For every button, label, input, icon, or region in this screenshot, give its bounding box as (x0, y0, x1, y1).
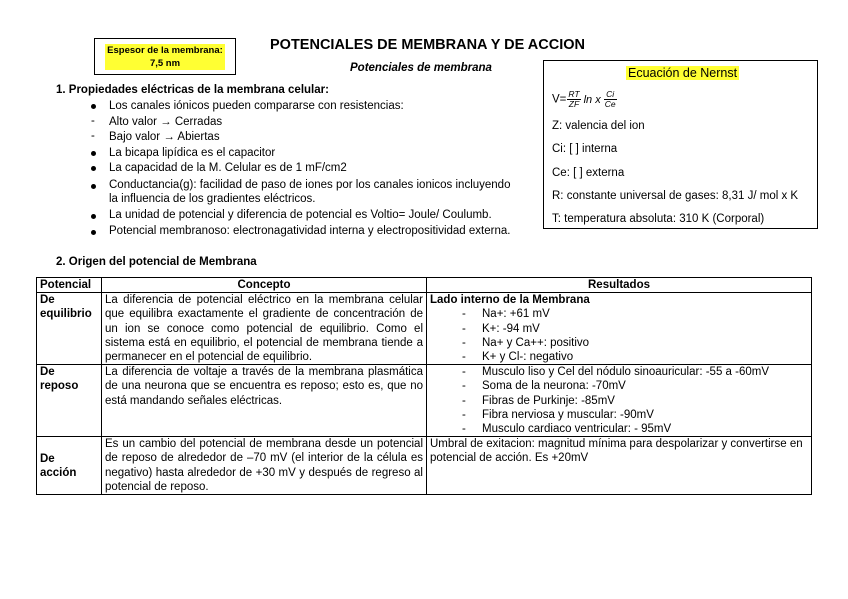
potential-name (37, 437, 102, 495)
bullet-4-line-1: Conductancia(g): facilidad de paso de iones por los canales ionicos incluyendo (109, 179, 511, 191)
membrane-thickness-label (105, 44, 225, 70)
eq-den2: Ce (604, 99, 616, 109)
nernst-ci: Ci: [ ] interna (552, 143, 618, 155)
page-title: POTENCIALES DE MEMBRANA Y DE ACCION (270, 37, 585, 53)
eq-num2: Ci (604, 90, 617, 100)
list-item: - Musculo cardiaco ventricular: - 95mV (482, 422, 808, 436)
potential-name-line-2: equilibrio (40, 308, 92, 321)
concept-cell: Es un cambio del potencial de membrana desde un potencial de reposo de alrededor de –70 mV (el interior de la célula es negativo) hasta alrededor de +30 mV y después de regreso al potencial de reposo. (102, 437, 427, 495)
potential-name-line-1: De (40, 452, 55, 465)
results-list (430, 365, 808, 436)
nernst-z: Z: valencia del ion (552, 120, 645, 132)
list-item: - Soma de la neurona: -70mV (482, 379, 808, 393)
col-header-potencial: Potencial (37, 278, 102, 293)
potential-name-line-1: De (40, 294, 55, 307)
bullet-icon (91, 151, 96, 156)
nernst-header: Ecuación de Nernst (628, 66, 738, 80)
section-2-heading: 2. Origen del potencial de Membrana (56, 256, 257, 268)
eq-den: ZF (568, 99, 580, 109)
eq-prefix: V= (552, 93, 567, 106)
results-cell: Umbral de exitacion: magnitud mínima para despolarizar y convertirse en potencial de acción. Es +20mV (427, 437, 812, 495)
table-row (37, 437, 812, 495)
potential-name (37, 293, 102, 365)
col-header-concepto: Concepto (102, 278, 427, 293)
list-item: - K+: -94 mV (482, 322, 808, 336)
bullet-3: La capacidad de la M. Celular es de 1 mF/cm2 (109, 162, 347, 174)
concept-cell: La diferencia de potencial eléctrico en la membrana celular que equilibra exactamente el gradiente de concentración de un ion se conoce como potencial de equilibrio. Como el sistema está en equilibrio, el potencial de membrana tiende a permanecer en el potencial de equilibrio. (102, 293, 427, 365)
col-header-resultados: Resultados (427, 278, 812, 293)
table-row (37, 365, 812, 437)
nernst-t: T: temperatura absoluta: 310 K (Corporal) (552, 213, 765, 225)
potential-name-line-1: De (40, 366, 55, 379)
potential-name (37, 365, 102, 437)
table-header-row (37, 278, 812, 293)
dash-icon: - (91, 130, 95, 142)
page-subtitle: Potenciales de membrana (350, 62, 492, 74)
bullet-icon (91, 214, 96, 219)
results-cell (427, 293, 812, 365)
bullet-icon (91, 166, 96, 171)
concept-cell: La diferencia de voltaje a través de la membrana plasmática de una neurona que se encuentra es reposo; esto es, que no está mandando señales eléctricas. (102, 365, 427, 437)
table-row (37, 293, 812, 365)
membrane-thickness-box (94, 38, 236, 75)
dash-icon: - (91, 115, 95, 127)
list-item: - Na+ y Ca++: positivo (482, 336, 808, 350)
nernst-equation-box (543, 60, 818, 229)
nernst-r: R: constante universal de gases: 8,31 J/ mol x K (552, 190, 799, 202)
eq-ln: ln x (583, 93, 601, 106)
bullet-5: La unidad de potencial y diferencia de potencial es Voltio= Joule/ Coulumb. (109, 209, 492, 221)
bullet-6: Potencial membranoso: electronagatividad interna y electropositividad externa. (109, 225, 511, 237)
dash-item-1: Alto valor → Cerradas (109, 116, 223, 128)
badge-line-1: Espesor de la membrana: (107, 44, 223, 56)
eq-fraction-ci-ce (604, 90, 617, 109)
list-item: - Musculo liso y Cel del nódulo sinoauricular: -55 a -60mV (482, 365, 808, 379)
potential-name-line-2: acción (40, 466, 77, 479)
list-item: - Fibra nerviosa y muscular: -90mV (482, 408, 808, 422)
potential-table (36, 277, 812, 495)
bullet-icon (91, 230, 96, 235)
results-title: Lado interno de la Membrana (430, 294, 590, 307)
section-1-heading: 1. Propiedades eléctricas de la membrana celular: (56, 84, 329, 96)
list-item: - Na+: +61 mV (482, 307, 808, 321)
list-item: - K+ y Cl-: negativo (482, 350, 808, 364)
bullet-1: Los canales iónicos pueden compararse con resistencias: (109, 100, 404, 112)
list-item: - Fibras de Purkinje: -85mV (482, 394, 808, 408)
nernst-equation (552, 90, 618, 109)
badge-line-2: 7,5 nm (149, 57, 181, 69)
potential-name-line-2: reposo (40, 380, 79, 393)
nernst-ce: Ce: [ ] externa (552, 167, 625, 179)
results-list (430, 307, 808, 364)
bullet-icon (91, 104, 96, 109)
eq-num: RT (568, 89, 580, 99)
eq-fraction-rt-zf (567, 90, 580, 109)
bullet-4-line-2: la influencia de los gradientes eléctricos. (109, 193, 316, 205)
dash-item-2: Bajo valor → Abiertas (109, 131, 220, 143)
bullet-2: La bicapa lipídica es el capacitor (109, 147, 276, 159)
bullet-icon (91, 184, 96, 189)
results-cell (427, 365, 812, 437)
